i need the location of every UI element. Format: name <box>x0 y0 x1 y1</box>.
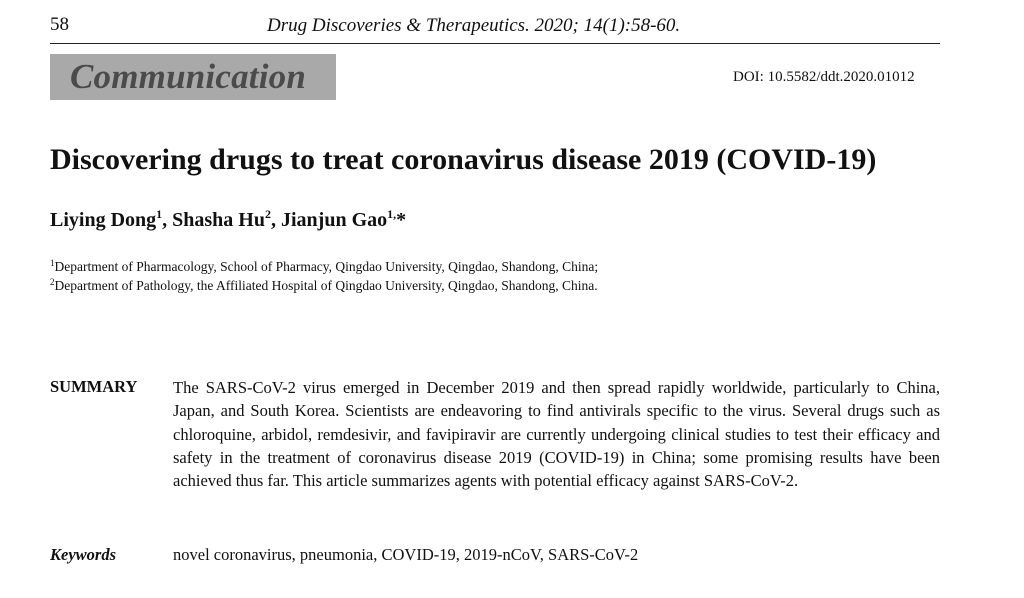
corresponding-author-mark: * <box>396 209 407 231</box>
summary-text: The SARS-CoV-2 virus emerged in December 2019 and then spread rapidly worldwide, particularly to China, Japan, and South Korea. Scientists are endeavoring to find antivirals specific to the virus. Several drugs such as chloroquine, arbidol, remdesivir, and favipiravir are currently undergoing clinical studies to test their efficacy and safety in the treatment of coronavirus disease 2019 (COVID-19) in China; some promising results have been achieved thus far. This article summarizes agents with potential efficacy against SARS-CoV-2. <box>173 378 940 491</box>
affiliation <box>50 258 598 275</box>
keywords-text: novel coronavirus, pneumonia, COVID-19, 2019-nCoV, SARS-CoV-2 <box>173 545 639 564</box>
doi[interactable]: DOI: 10.5582/ddt.2020.01012 <box>733 69 915 85</box>
author-list <box>50 207 406 232</box>
article-type-label: Communication <box>70 57 306 96</box>
author-affiliation-mark: 1, <box>387 207 397 221</box>
affiliation-number: 1 <box>50 258 55 268</box>
journal-citation: Drug Discoveries & Therapeutics. 2020; 14(1):58-60. <box>267 15 681 36</box>
affiliation-number: 2 <box>50 277 55 287</box>
summary-heading: SUMMARY <box>50 377 138 396</box>
author-affiliation-mark: 2 <box>265 207 271 221</box>
author-name: Liying Dong <box>50 209 157 231</box>
author-name: Jianjun Gao <box>281 209 388 231</box>
author-separator: , <box>271 209 281 231</box>
article-title: Discovering drugs to treat coronavirus disease 2019 (COVID-19) <box>50 143 877 176</box>
page-number: 58 <box>50 14 69 35</box>
keywords-heading: Keywords <box>50 545 116 564</box>
affiliation <box>50 277 598 294</box>
author-name: Shasha Hu <box>172 209 265 231</box>
author-affiliation-mark: 1 <box>156 207 163 221</box>
affiliation-text: Department of Pharmacology, School of Pharmacy, Qingdao University, Qingdao, Shandong, China; <box>54 259 599 274</box>
header-rule <box>50 43 940 44</box>
affiliation-text: Department of Pathology, the Affiliated Hospital of Qingdao University, Qingdao, Shandong, China. <box>54 278 598 293</box>
author-separator: , <box>162 209 173 231</box>
